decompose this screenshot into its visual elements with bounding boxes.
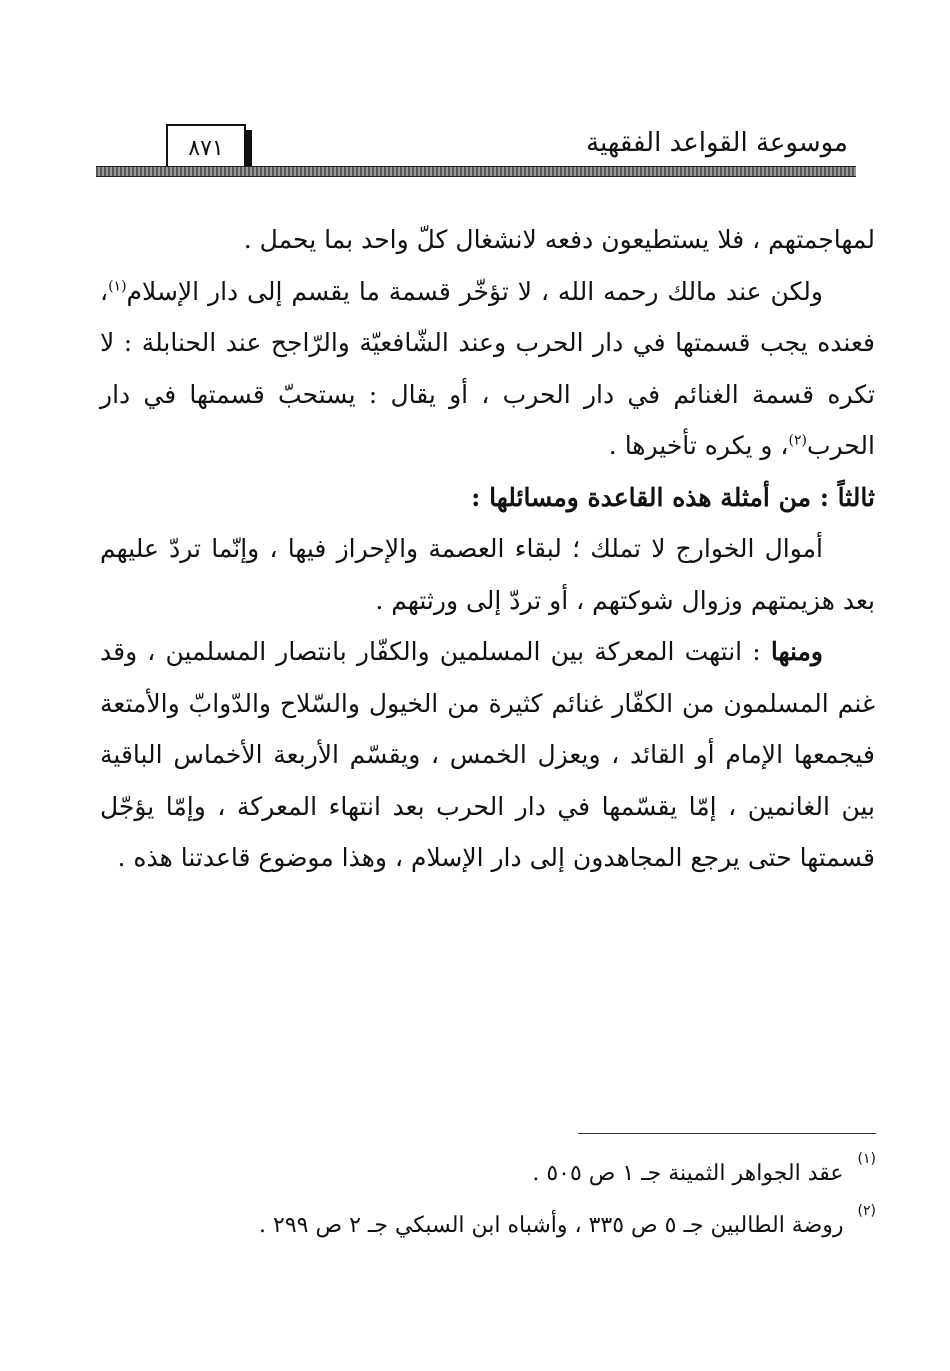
footnote-text: روضة الطالبين جـ ٥ ص ٣٣٥ ، وأشباه ابن السبكي جـ ٢ ص ٢٩٩ . (259, 1213, 844, 1238)
page-number-box (166, 124, 246, 172)
footnote-ref-1: (١) (108, 278, 127, 295)
paragraph-1: لمهاجمتهم ، فلا يستطيعون دفعه لانشغال كلّ واحد بما يحمل . (243, 225, 875, 254)
paragraph-2: ولكن عند مالك رحمه الله ، لا تؤخّر قسمة ما يقسم إلى دار الإسلام$^{(١)}$، فعنده يجب قسمتها في دار الحرب وعند الشّافعيّة والرّاجح عند الحنابلة : لا تكره قسمة الغنائم في دار الحرب ، أو يقال : يستحبّ قسمتها في دار الحرب$^{(٢)}$، و يكره تأخيرها . (100, 276, 875, 460)
paragraph-3: أموال الخوارج لا تملك ؛ لبقاء العصمة والإحراز فيها ، وإنّما تردّ عليهم بعد هزيمتهم وزوال شوكتهم ، أو تردّ إلى ورثتهم . (100, 534, 875, 615)
section-heading: ثالثاً : من أمثلة هذه القاعدة ومسائلها : (471, 482, 875, 512)
book-title: موسوعة القواعد الفقهية (586, 128, 848, 158)
paragraph-4: ومنها : انتهت المعركة بين المسلمين والكفّار بانتصار المسلمين ، وقد غنم المسلمون من الكفّار غنائم كثيرة من الخيول والسّلاح والدّوابّ والأمتعة فيجمعها الإمام أو القائد ، ويعزل الخمس ، ويقسّم الأربعة الأخماس الباقية بين الغانمين ، إمّا يقسّمها في دار الحرب بعد انتهاء المعركة ، وإمّا يؤجّل قسمتها حتى يرجع المجاهدون إلى دار الإسلام ، وهذا موضوع قاعدتنا هذه . (100, 637, 875, 872)
page-number: ٨٧١ (188, 135, 224, 161)
footnote-2 (100, 1200, 876, 1252)
paragraph-lead: ومنها (770, 637, 823, 666)
footnote-rule (578, 1133, 876, 1134)
main-text (100, 214, 875, 884)
footnote-text: عقد الجواهر الثمينة جـ ١ ص ٥٠٥ . (532, 1161, 844, 1186)
footnote-ref-2: (٢) (788, 432, 807, 449)
header-rule (96, 166, 856, 177)
page-header (96, 118, 856, 178)
footnote-mark: (١) (857, 1151, 876, 1167)
footnote-mark: (٢) (857, 1203, 876, 1219)
footnote-1 (100, 1148, 876, 1200)
footnotes (100, 1148, 876, 1252)
